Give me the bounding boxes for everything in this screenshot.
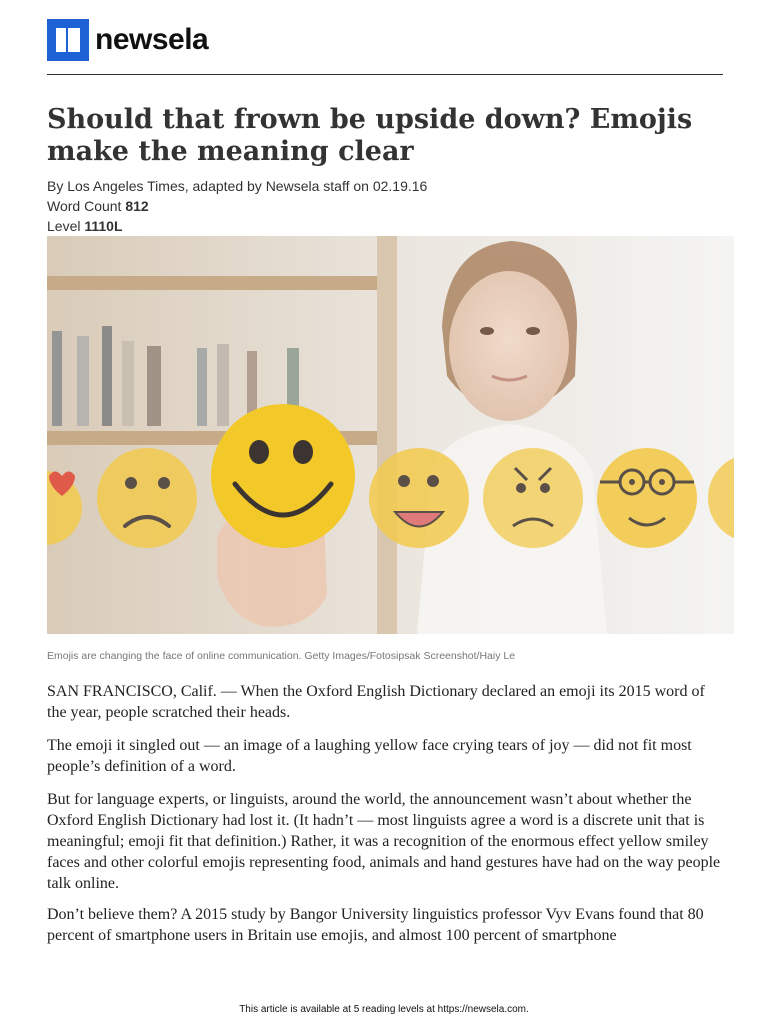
glasses-face-emoji-icon: [597, 448, 697, 548]
article-paragraph: Don’t believe them? A 2015 study by Bangor University linguistics professor Vyv Evans found that 80 percent of smartphone users in Britain use emojis, and almost 100 percent of smartphone: [47, 906, 704, 944]
word-count-value: 812: [125, 198, 149, 214]
level-value: 1110L: [84, 218, 123, 234]
newsela-logo[interactable]: [47, 19, 208, 61]
reading-level: [47, 217, 123, 235]
article-paragraph: The emoji it singled out — an image of a laughing yellow face crying tears of joy — did not fit most people’s definition of a word.: [47, 737, 692, 775]
sad-face-emoji-icon: [97, 448, 197, 548]
header-divider: [47, 74, 723, 75]
word-count: [47, 197, 149, 215]
level-label: Level: [47, 218, 81, 234]
emoji-photo-illustration: [47, 236, 734, 634]
smiling-face-emoji-icon: [211, 404, 355, 548]
brand-name: newsela: [95, 23, 209, 56]
newsela-logo-icon: [47, 19, 89, 61]
article-photo: [47, 236, 734, 634]
article-title: Should that frown be upside down? Emojis make the meaning clear: [47, 104, 693, 167]
laughing-face-emoji-icon: [369, 448, 469, 548]
page-footer: This article is available at 5 reading levels at https://newsela.com.: [239, 1004, 529, 1015]
byline: By Los Angeles Times, adapted by Newsela staff on 02.19.16: [47, 178, 428, 194]
article-paragraph: SAN FRANCISCO, Calif. — When the Oxford English Dictionary declared an emoji its 2015 word of the year, people scratched their heads.: [47, 683, 705, 721]
angry-face-emoji-icon: [483, 448, 583, 548]
article-paragraph: But for language experts, or linguists, around the world, the announcement wasn’t about whether the Oxford English Dictionary had lost it. (It hadn’t — most linguists agree a word is a discrete unit that is meaningful; emoji fit that definition.) Rather, it was a recognition of the enormous effect yellow smiley faces and other colorful emojis representing food, animals and hand gestures have had on the way people talk online.: [47, 791, 721, 892]
word-count-label: Word Count: [47, 198, 122, 214]
image-caption: Emojis are changing the face of online communication. Getty Images/Fotosipsak Screenshot/Haiy Le: [47, 650, 516, 662]
